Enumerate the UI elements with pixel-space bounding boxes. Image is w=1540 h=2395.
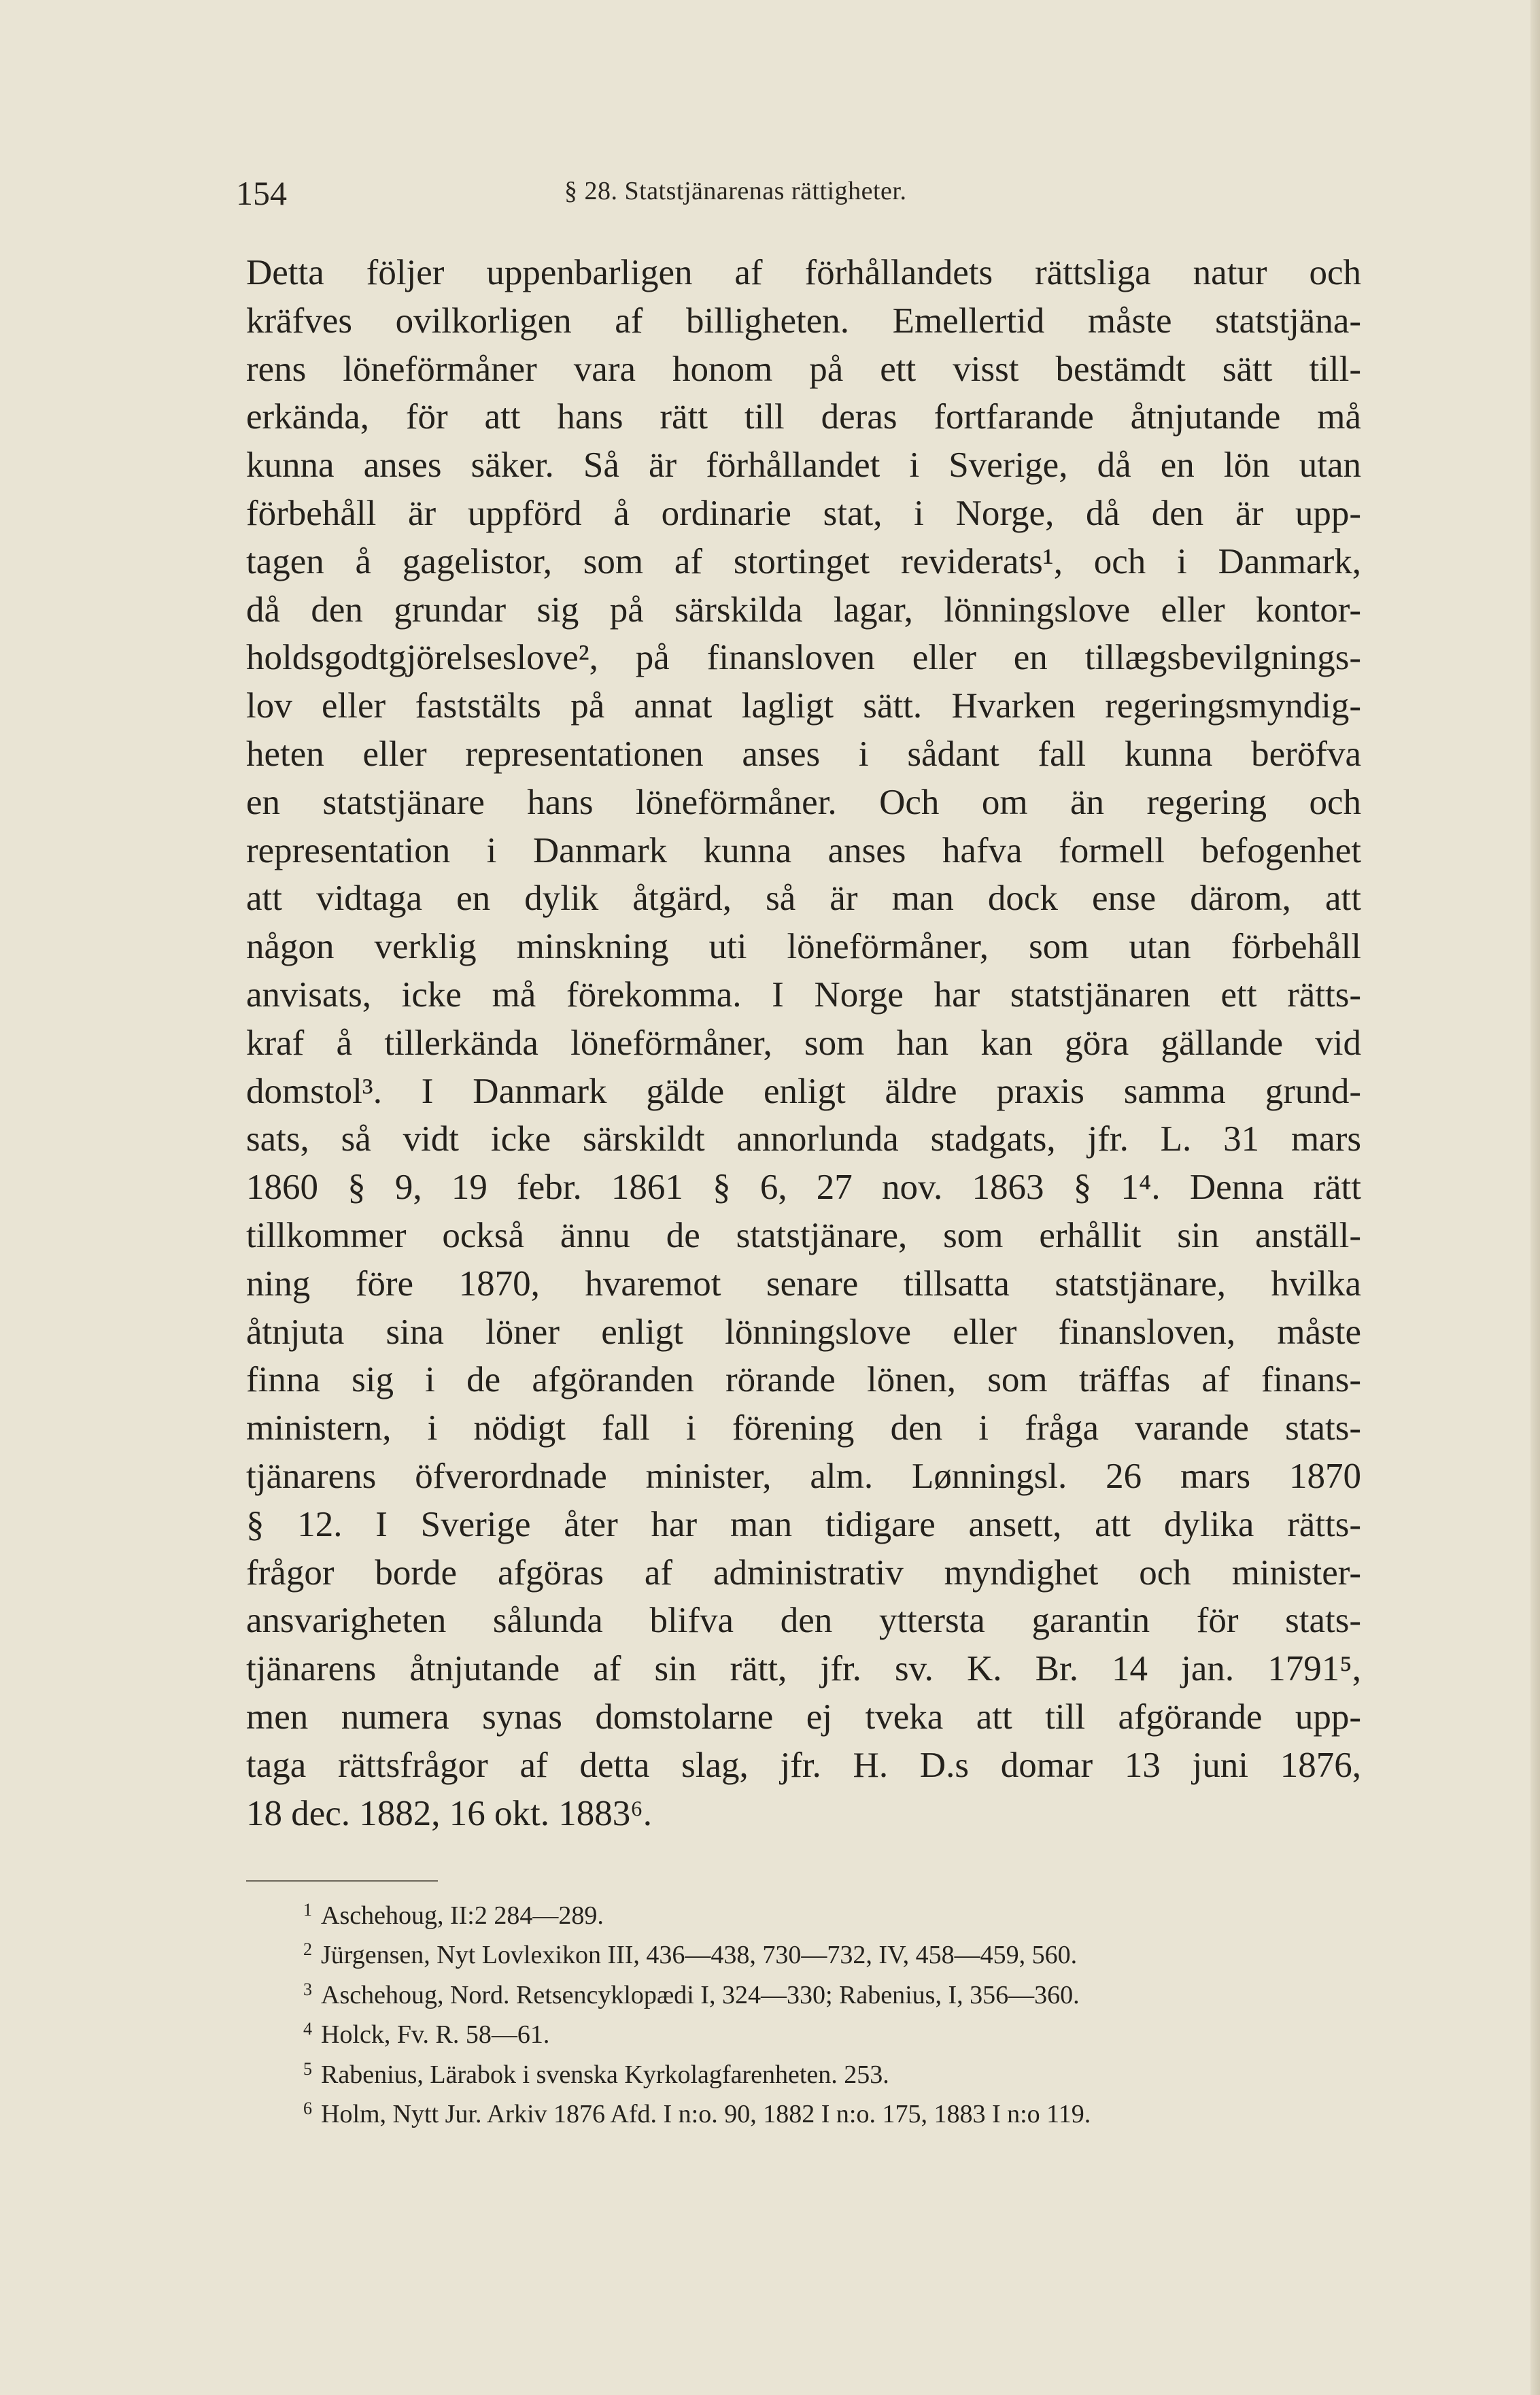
text-line: tagen å gagelistor, som af stortinget reviderats¹, och i Danmark, — [246, 541, 1361, 581]
text-line: 18 dec. 1882, 16 okt. 1883⁶. — [246, 1793, 653, 1833]
footnote-mark: 5 — [303, 2058, 312, 2079]
text-line: anvisats, icke må förekomma. I Norge har statstjänaren ett rätts- — [246, 974, 1361, 1015]
text-line: lov eller faststälts på annat lagligt sätt. Hvarken regeringsmyndig- — [246, 686, 1361, 726]
footnote-rule — [246, 1880, 438, 1882]
footnotes — [303, 1896, 1368, 2134]
text-line: taga rättsfrågor af detta slag, jfr. H. D.s domar 13 juni 1876, — [246, 1745, 1361, 1785]
footnote-text: Jürgensen, Nyt Lovlexikon III, 436—438, 730—732, IV, 458—459, 560. — [321, 1941, 1078, 1970]
text-line: heten eller representationen anses i sådant fall kunna beröfva — [246, 734, 1361, 774]
text-line: ministern, i nödigt fall i förening den i fråga varande stats- — [246, 1408, 1361, 1448]
text-line: kräfves ovilkorligen af billigheten. Emellertid måste statstjäna- — [246, 301, 1361, 341]
text-line: tjänarens öfverordnade minister, alm. Lønningsl. 26 mars 1870 — [246, 1456, 1361, 1496]
text-line: då den grundar sig på särskilda lagar, lönningslove eller kontor- — [246, 590, 1361, 630]
footnote-text: Rabenius, Lärabok i svenska Kyrkolagfarenheten. 253. — [321, 2060, 889, 2089]
text-line: representation i Danmark kunna anses hafva formell befogenhet — [246, 830, 1361, 870]
text-line: § 12. I Sverige åter har man tidigare ansett, att dylika rätts- — [246, 1504, 1361, 1544]
footnote-mark: 3 — [303, 1979, 312, 1999]
footnote-text: Aschehoug, Nord. Retsencyklopædi I, 324—330; Rabenius, I, 356—360. — [321, 1980, 1080, 2009]
footnote — [303, 2015, 1368, 2054]
text-line: rens löneförmåner vara honom på ett visst bestämdt sätt till- — [246, 349, 1361, 389]
footnote-mark: 1 — [303, 1900, 312, 1920]
text-line: ansvarigheten sålunda blifva den yttersta garantin för stats- — [246, 1601, 1361, 1641]
footnote-mark: 6 — [303, 2098, 312, 2118]
running-head — [236, 173, 1358, 221]
footnote — [303, 1896, 1368, 1935]
text-line: åtnjuta sina löner enligt lönningslove eller finansloven, måste — [246, 1312, 1361, 1352]
text-line: kunna anses säker. Så är förhållandet i Sverige, då en lön utan — [246, 445, 1361, 486]
text-line: en statstjänare hans löneförmåner. Och om än regering och — [246, 782, 1361, 822]
footnote-mark: 2 — [303, 1939, 312, 1960]
text-line: förbehåll är uppförd å ordinarie stat, i Norge, då den är upp- — [246, 493, 1361, 533]
text-line: tjänarens åtnjutande af sin rätt, jfr. sv. K. Br. 14 jan. 1791⁵, — [246, 1649, 1361, 1689]
text-line: frågor borde afgöras af administrativ myndighet och minister- — [246, 1552, 1361, 1593]
footnote — [303, 1935, 1368, 1975]
text-line: 1860 § 9, 19 febr. 1861 § 6, 27 nov. 1863 § 1⁴. Denna rätt — [246, 1168, 1361, 1208]
body-paragraph — [246, 249, 1361, 1837]
text-line: erkända, för att hans rätt till deras fortfarande åtnjutande må — [246, 397, 1361, 437]
text-line: att vidtaga en dylik åtgärd, så är man dock ense därom, att — [246, 879, 1361, 919]
text-line: men numera synas domstolarne ej tveka att till afgörande upp- — [246, 1697, 1361, 1737]
page-edge — [1530, 0, 1540, 2395]
section-title: § 28. Statstjänarenas rättigheter. — [564, 177, 907, 205]
footnote-text: Holm, Nytt Jur. Arkiv 1876 Afd. I n:o. 90, 1882 I n:o. 175, 1883 I n:o 119. — [321, 2099, 1091, 2128]
text-line: finna sig i de afgöranden rörande lönen, som träffas af finans- — [246, 1360, 1361, 1400]
footnote-mark: 4 — [303, 2019, 312, 2039]
footnote — [303, 2055, 1368, 2094]
text-line: någon verklig minskning uti löneförmåner, som utan förbehåll — [246, 927, 1361, 967]
footnote-text: Holck, Fv. R. 58—61. — [321, 2020, 550, 2050]
text-line: sats, så vidt icke särskildt annorlunda stadgats, jfr. L. 31 mars — [246, 1119, 1361, 1159]
footnote — [303, 2094, 1368, 2134]
text-line: ning före 1870, hvaremot senare tillsatta statstjänare, hvilka — [246, 1263, 1361, 1304]
text-line: Detta följer uppenbarligen af förhållandets rättsliga natur och — [246, 253, 1361, 292]
page-number: 154 — [236, 174, 287, 212]
text-line: kraf å tillerkända löneförmåner, som han kan göra gällande vid — [246, 1023, 1361, 1063]
footnote — [303, 1975, 1368, 2015]
text-line: domstol³. I Danmark gälde enligt äldre praxis samma grund- — [246, 1071, 1361, 1111]
text-line: tillkommer också ännu de statstjänare, som erhållit sin anställ- — [246, 1215, 1361, 1255]
text-line: holdsgodtgjörelseslove², på finansloven eller en tillægsbevilgnings- — [246, 638, 1361, 678]
footnote-text: Aschehoug, II:2 284—289. — [321, 1901, 604, 1930]
